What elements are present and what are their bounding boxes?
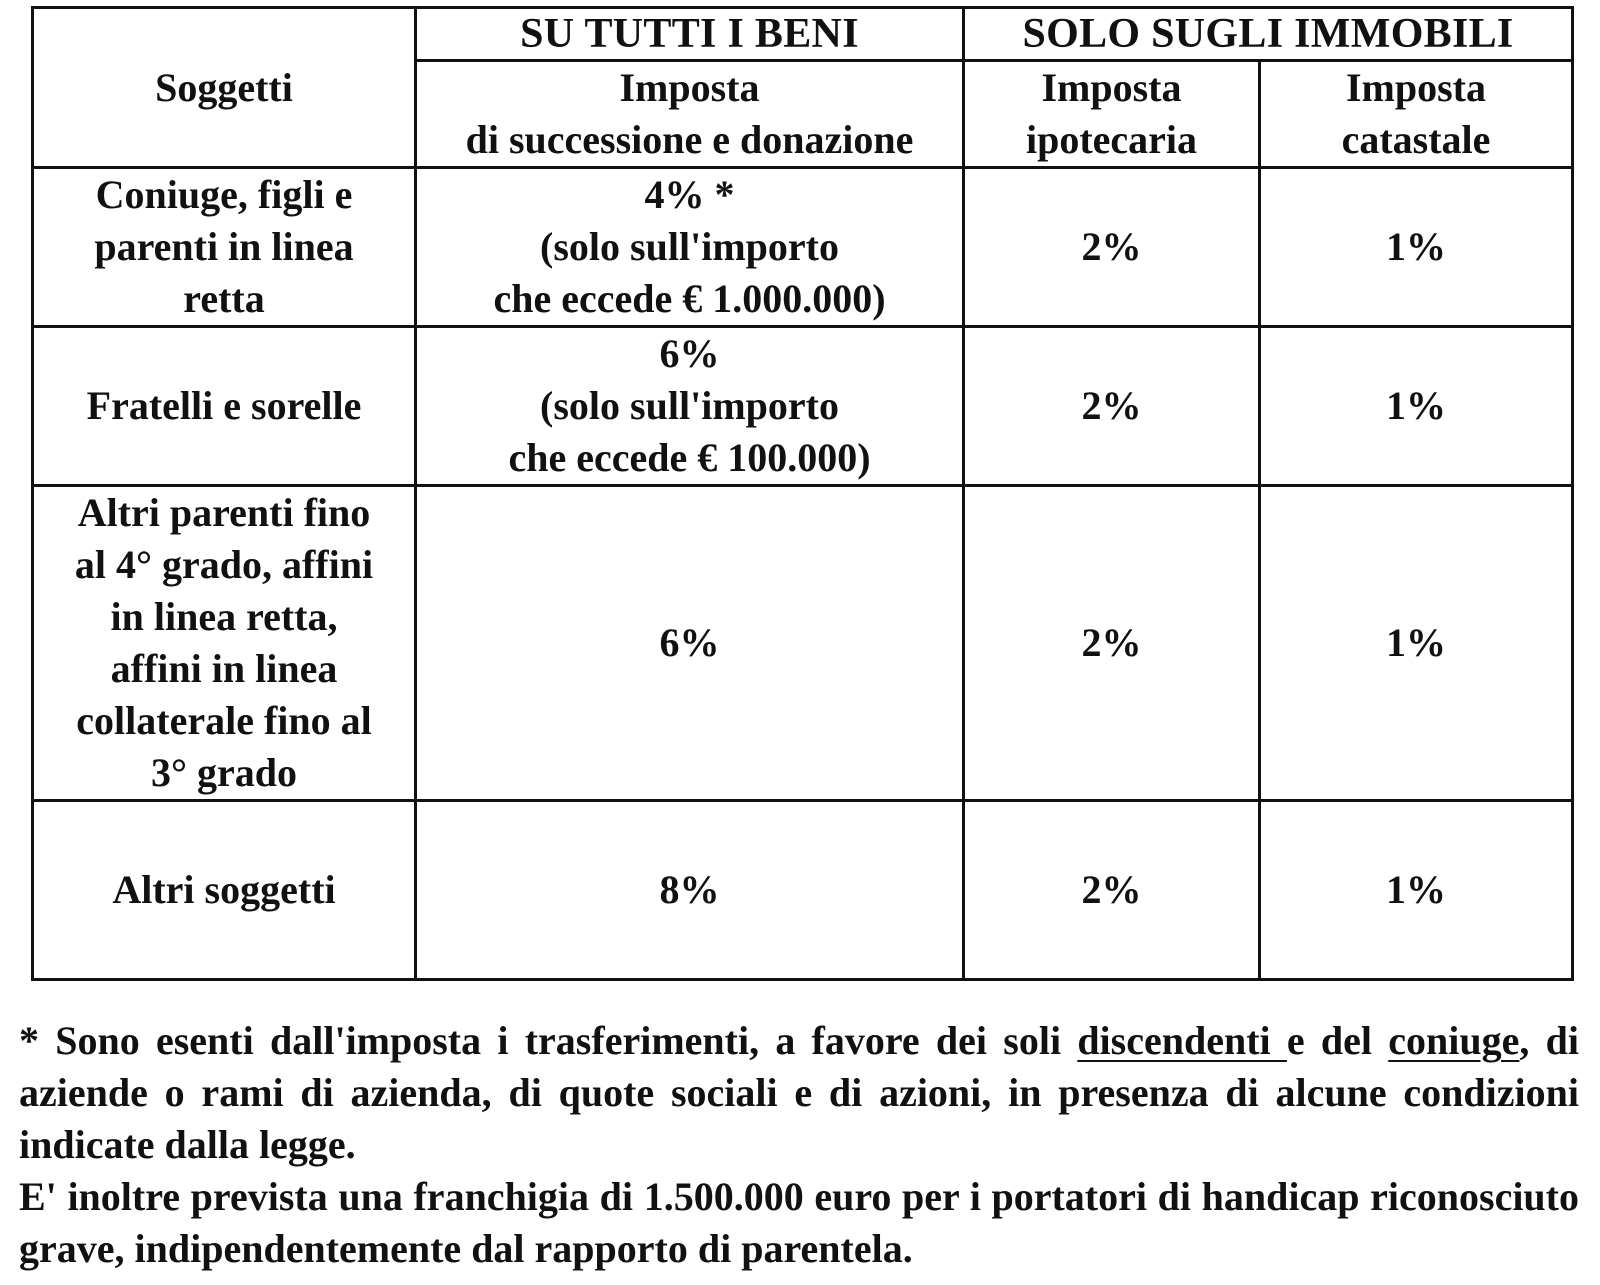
- all-goods-group-header: SU TUTTI I BENI: [416, 8, 964, 61]
- discendenti-link[interactable]: discendenti: [1077, 1018, 1287, 1063]
- succession-rate-cell: 6% (solo sull'importo che eccede € 100.000): [416, 327, 964, 486]
- mortgage-rate-cell: 2%: [964, 327, 1260, 486]
- footnote: [19, 1015, 1579, 1275]
- subject-cell: Altri soggetti: [33, 801, 416, 980]
- mortgage-rate-cell: 2%: [964, 801, 1260, 980]
- subject-cell: Altri parenti fino al 4° grado, affini in linea retta, affini in linea collaterale fino al 3° grado: [33, 486, 416, 801]
- tax-rates-table: [31, 6, 1574, 981]
- table-row: [33, 486, 1573, 801]
- cadastral-rate-cell: 1%: [1260, 801, 1573, 980]
- cadastral-rate-cell: 1%: [1260, 327, 1573, 486]
- mortgage-rate-cell: 2%: [964, 486, 1260, 801]
- succession-tax-header: Imposta di successione e donazione: [416, 61, 964, 168]
- table-row: [33, 168, 1573, 327]
- subject-cell: Coniuge, figli e parenti in linea retta: [33, 168, 416, 327]
- handicap-note: E' inoltre prevista una franchigia di 1.500.000 euro per i portatori di handicap riconosciuto grave, indipendentemente dal rapporto di parentela.: [19, 1174, 1579, 1271]
- succession-rate-cell: 6%: [416, 486, 964, 801]
- table-row: [33, 801, 1573, 980]
- subject-cell: Fratelli e sorelle: [33, 327, 416, 486]
- succession-rate-cell: 4% * (solo sull'importo che eccede € 1.000.000): [416, 168, 964, 327]
- mortgage-tax-header: Imposta ipotecaria: [964, 61, 1260, 168]
- table-row: [33, 327, 1573, 486]
- succession-rate-cell: 8%: [416, 801, 964, 980]
- cadastral-tax-header: Imposta catastale: [1260, 61, 1573, 168]
- exemption-note: * Sono esenti dall'imposta i trasferimenti, a favore dei soli discendenti e del coniuge, di aziende o rami di azienda, di quote sociali e di azioni, in presenza di alcune condizioni indicate dalla legge.: [19, 1018, 1580, 1167]
- coniuge-link[interactable]: coniuge: [1388, 1018, 1520, 1063]
- cadastral-rate-cell: 1%: [1260, 168, 1573, 327]
- mortgage-rate-cell: 2%: [964, 168, 1260, 327]
- subjects-header: Soggetti: [33, 8, 416, 168]
- cadastral-rate-cell: 1%: [1260, 486, 1573, 801]
- real-estate-group-header: SOLO SUGLI IMMOBILI: [964, 8, 1573, 61]
